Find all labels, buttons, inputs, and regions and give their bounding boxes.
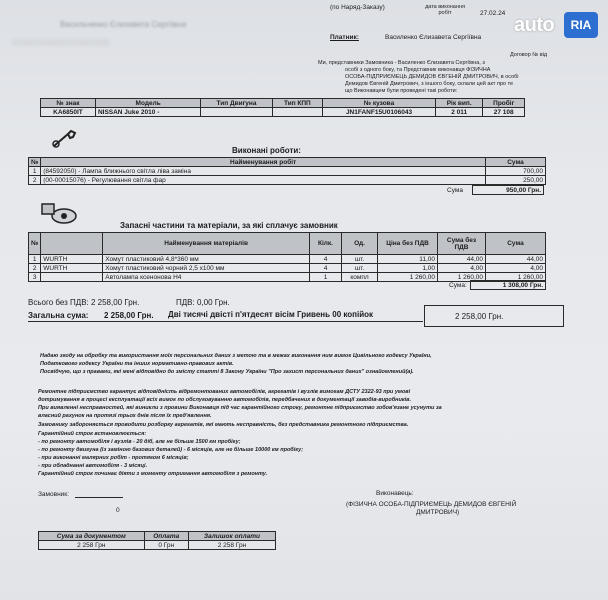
work-number: 1 [29,167,41,176]
summary-header: Оплата [144,532,188,541]
summary-paid: 0 Грн [144,541,188,550]
blurred-customer-name: Васильченко Єлизавета Сергіївна [60,20,187,29]
grand-total-label: Загальна сума: [28,311,89,320]
works-total-label: Сума [447,187,463,194]
auto-ria-watermark [514,12,594,38]
vehicle-model: NISSAN Juke 2010 - [95,108,200,117]
part-qty: 4 [310,255,342,264]
vehicle-header: Пробіг [483,99,525,108]
grand-total-box-value: 2 258,00 Грн. [455,312,504,321]
work-number: 2 [29,176,41,185]
table-row [29,255,546,264]
part-unit: компл [342,273,378,282]
part-unit: шт. [342,264,378,273]
summary-header: Сума за документом [39,532,145,541]
summary-remaining: 2 258 Грн [188,541,275,550]
table-row [29,264,546,273]
parts-header: Кілк. [310,233,342,255]
date-label: дата виконання робіт [425,4,465,16]
vehicle-plate: KA6850IT [41,108,96,117]
total-no-vat: Всього без ПДВ: 2 258,00 Грн. [28,298,140,307]
work-sum: 250,00 [486,176,546,185]
summary-table [38,531,276,550]
vehicle-gearbox [272,108,322,117]
part-qty: 4 [310,264,342,273]
parts-header: № [29,233,41,255]
warranty-line-1: Ремонтне підприємство гарантує відповідність відремонтованих автомобілів, агрегатів і вузлів вимогам ДСТУ 2322-93 при умові [38,389,411,395]
order-note: (по Наряд-Заказу) [330,4,385,11]
vehicle-header: Рік вип. [435,99,483,108]
part-sum-no-vat: 4,00 [438,264,486,273]
part-brand: WURTH [41,264,103,273]
part-name: Автолампа ксенонова H4 [103,273,310,282]
parts-header: Сума без ПДВ [438,233,486,255]
grand-total-value: 2 258,00 Грн. [104,311,154,320]
parts-header: Найменування матеріалів [103,233,310,255]
work-sum: 700,00 [486,167,546,176]
part-sum-no-vat: 44,00 [438,255,486,264]
vehicle-header: Тип Двигуна [201,99,272,108]
contract-line-6: що Виконавцем були проведені такі роботи: [345,88,458,94]
consent-line-1: Надаю згоду на обробку та використання моїх персональних даних з метою та в межах виконання ним вимог Цивільного кодексу України, [40,353,432,359]
parts-total-value: 1 308,00 Грн. [471,281,546,290]
total-vat: ПДВ: 0,00 Грн. [176,298,230,307]
grand-total-words: Дві тисячі двісті п'ятдесят вісім Гривень 00 копійок [168,310,374,319]
table-row [29,167,546,176]
works-header: Найменування робіт [41,158,486,167]
total-underline [28,321,423,322]
part-price: 11,00 [378,255,438,264]
table-row [29,273,546,282]
warranty-line-3: При виявленні несправностей, які виникли з провини Виконавця під час гарантійного строку, ремонтне підприємство зобов'язане усунути за [38,405,442,411]
part-name: Хомут пластиковий 4,8*360 мм [103,255,310,264]
grand-total-box [424,305,564,327]
part-price: 1 260,00 [378,273,438,282]
vehicle-header: Тип КПП [272,99,322,108]
part-sum: 44,00 [486,255,546,264]
payer-label: Платник: [330,34,359,41]
vehicle-mileage: 27 108 [483,108,525,117]
payer-value: Василенко Єлизавета Сергіївна [385,34,482,41]
wrench-icon [48,128,82,150]
part-number: 1 [29,255,41,264]
parts-table [28,232,546,282]
warranty-line-9: - при виконанні малярних робіт - протягом 6 місяців; [38,455,189,461]
executor-label: Виконавець: [376,490,414,497]
part-number: 2 [29,264,41,273]
works-table [28,157,546,185]
warranty-line-8: - по ремонту двигуна (із заміною базових деталей) - 6 місяців, але не більше 10000 км пробігу; [38,447,304,453]
part-name: Хомут пластиковий чорний 2,5 x100 мм [103,264,310,273]
parts-header: Ціна без ПДВ [378,233,438,255]
contract-line-1: Договор № від [510,52,548,58]
parts-title: Запасні частини та матеріали, за які сплачує замовник [120,221,338,230]
summary-header: Залишок оплати [188,532,275,541]
part-qty: 1 [310,273,342,282]
customer-sign-line [75,497,123,498]
vehicle-header: № кузова [323,99,436,108]
warranty-line-11: Гарантійний строк починає діяти з моменту отримання автомобіля з ремонту. [38,471,268,477]
date-value: 27.02.24 [480,10,506,17]
executor-name-1: (ФІЗИЧНА ОСОБА-ПІДПРИЄМЕЦЬ ДЕМИДОВ ЄВГЕНІЙ [346,501,517,508]
warranty-line-10: - при обладнанні автомобіля - 3 місяці. [38,463,148,469]
customer-label: Замовник: [38,491,69,498]
warranty-line-6: Гарантійний строк встановлюється: [38,431,147,437]
warranty-line-7: - по ремонту автомобіля і вузлів - 20 діб, але не більше 1500 км пробігу; [38,439,241,445]
part-price: 1,00 [378,264,438,273]
watermark-ria: RIA [564,12,598,38]
vehicle-header: Модель [95,99,200,108]
parts-header [41,233,103,255]
part-number: 3 [29,273,41,282]
works-header: Сума [486,158,546,167]
works-header: № [29,158,41,167]
part-sum: 4,00 [486,264,546,273]
table-row [29,176,546,185]
contract-line-3: особі з одного боку, та Представник виконавця ФІЗИЧНА [345,67,491,73]
customer-zero: 0 [116,507,120,514]
warranty-line-2: дотримування в процесі експлуатації всіх вимог по обслуговуванню автомобілів, передбачених в документації заводів-виробників. [38,397,411,403]
contract-line-4: ОСОБА-ПІДПРИЄМЕЦЬ ДЕМИДОВ ЄВГЕНІЙ ДМИТРОВИЧ, в особі [345,74,519,80]
parts-total-label: Сума: [449,282,467,289]
watermark-auto: auto [514,14,555,36]
warranty-line-5: Замовнику забороняється проводити розборку агрегатів, які мають несправність, без представника ремонтного підприємства. [38,422,409,428]
work-name: (84592050) - Лампа ближнього світла ліва заміна [41,167,486,176]
parts-total-box [470,280,546,290]
part-brand: WURTH [41,255,103,264]
part-unit: шт. [342,255,378,264]
warranty-line-4: власний рахунок на протязі трьох днів після їх пред'явлення. [38,413,212,419]
work-name: (00-00015076) - Регулювання світла фар [41,176,486,185]
vehicle-table [40,98,525,117]
parts-header: Сума [486,233,546,255]
executor-name-2: ДМИТРОВИЧ) [416,509,460,516]
blurred-header-text: ░░░░░░░░░░░░░░░░░░░░░░░░░ [12,40,110,46]
contract-line-5: Демидов Євгеній Дмитрович, з іншого боку, склали цей акт про те [345,81,514,87]
part-brand [41,273,103,282]
parts-header: Од. [342,233,378,255]
contract-line-2: Ми, представники Замовника - Василенко Єлизавета Сергіївна, з [318,60,485,66]
works-total-value: 950,00 Грн. [473,186,544,195]
part-sum: 1 260,00 [486,273,546,282]
consent-line-2: Податкового кодексу України та інших нормативно-правових актів. [40,361,234,367]
works-title: Виконані роботи: [232,146,301,155]
summary-document-sum: 2 258 Грн [39,541,145,550]
consent-line-3: Посвідчую, що з правами, які мені відповідно до змісту статті 8 Закону України "Про захист персональних даних" ознайомлений(а). [40,369,414,375]
works-total-box [472,185,544,195]
vehicle-engine [201,108,272,117]
vehicle-header: № знак [41,99,96,108]
vehicle-year: 2 011 [435,108,483,117]
part-sum-no-vat: 1 260,00 [438,273,486,282]
car-parts-icon [38,200,82,226]
vehicle-vin: JN1FANF15U0106043 [323,108,436,117]
